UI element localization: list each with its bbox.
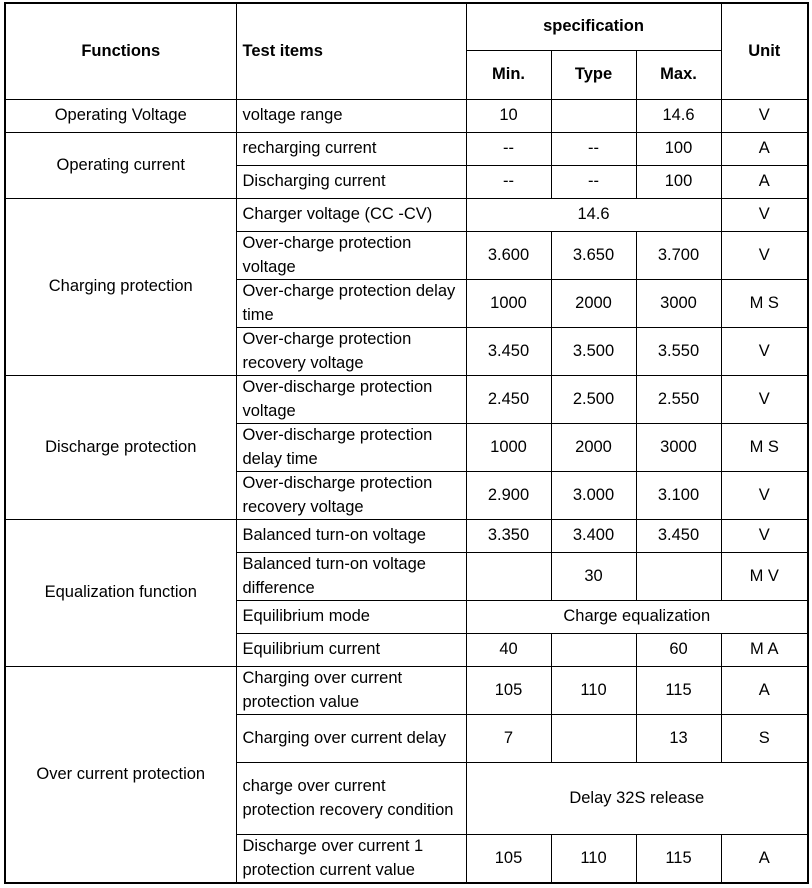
type-cell: 3.500: [551, 328, 636, 376]
merged-spec-cell: 14.6: [466, 199, 721, 232]
unit-cell: V: [721, 520, 808, 553]
test-item-cell: Over-discharge protection voltage: [236, 376, 466, 424]
test-item-cell: Equilibrium mode: [236, 601, 466, 634]
function-cell: Discharge protection: [5, 376, 236, 520]
type-cell: 3.400: [551, 520, 636, 553]
header-test-items: Test items: [236, 3, 466, 100]
function-cell: Operating Voltage: [5, 100, 236, 133]
table-row: [5, 133, 808, 166]
header-unit: Unit: [721, 3, 808, 100]
unit-cell: M S: [721, 280, 808, 328]
type-cell: 30: [551, 553, 636, 601]
test-item-cell: Equilibrium current: [236, 634, 466, 667]
max-cell: 14.6: [636, 100, 721, 133]
test-item-cell: Over-discharge protection recovery voltage: [236, 472, 466, 520]
unit-cell: V: [721, 100, 808, 133]
specification-table: [4, 2, 809, 884]
unit-cell: S: [721, 715, 808, 763]
test-item-cell: Over-charge protection voltage: [236, 232, 466, 280]
test-item-cell: Balanced turn-on voltage: [236, 520, 466, 553]
function-cell: Over current protection: [5, 667, 236, 884]
max-cell: 3.100: [636, 472, 721, 520]
merged-spec-cell: Charge equalization: [466, 601, 808, 634]
max-cell: [636, 553, 721, 601]
min-cell: 3.350: [466, 520, 551, 553]
function-cell: Equalization function: [5, 520, 236, 667]
max-cell: 60: [636, 634, 721, 667]
type-cell: 2000: [551, 424, 636, 472]
max-cell: 3.450: [636, 520, 721, 553]
max-cell: 115: [636, 835, 721, 884]
unit-cell: V: [721, 376, 808, 424]
table-row: [5, 376, 808, 424]
test-item-cell: voltage range: [236, 100, 466, 133]
type-cell: --: [551, 166, 636, 199]
function-cell: Charging protection: [5, 199, 236, 376]
table-row: [5, 520, 808, 553]
test-item-cell: Discharging current: [236, 166, 466, 199]
type-cell: 2000: [551, 280, 636, 328]
max-cell: 2.550: [636, 376, 721, 424]
type-cell: 110: [551, 667, 636, 715]
unit-cell: V: [721, 472, 808, 520]
max-cell: 3000: [636, 280, 721, 328]
header-max: Max.: [636, 51, 721, 100]
min-cell: 7: [466, 715, 551, 763]
unit-cell: A: [721, 667, 808, 715]
unit-cell: V: [721, 199, 808, 232]
max-cell: 100: [636, 133, 721, 166]
header-type: Type: [551, 51, 636, 100]
type-cell: 3.000: [551, 472, 636, 520]
min-cell: 3.600: [466, 232, 551, 280]
test-item-cell: Charging over current protection value: [236, 667, 466, 715]
min-cell: 2.900: [466, 472, 551, 520]
min-cell: [466, 553, 551, 601]
header-functions: Functions: [5, 3, 236, 100]
unit-cell: M V: [721, 553, 808, 601]
min-cell: 40: [466, 634, 551, 667]
test-item-cell: Over-charge protection delay time: [236, 280, 466, 328]
min-cell: 1000: [466, 424, 551, 472]
unit-cell: A: [721, 133, 808, 166]
test-item-cell: Balanced turn-on voltage difference: [236, 553, 466, 601]
min-cell: --: [466, 166, 551, 199]
max-cell: 3000: [636, 424, 721, 472]
min-cell: 105: [466, 835, 551, 884]
type-cell: [551, 634, 636, 667]
min-cell: 3.450: [466, 328, 551, 376]
test-item-cell: Discharge over current 1 protection current value: [236, 835, 466, 884]
unit-cell: A: [721, 835, 808, 884]
test-item-cell: Charger voltage (CC -CV): [236, 199, 466, 232]
type-cell: [551, 100, 636, 133]
type-cell: [551, 715, 636, 763]
header-min: Min.: [466, 51, 551, 100]
test-item-cell: Over-discharge protection delay time: [236, 424, 466, 472]
test-item-cell: Charging over current delay: [236, 715, 466, 763]
type-cell: 3.650: [551, 232, 636, 280]
header-specification: specification: [466, 3, 721, 51]
header-row-1: [5, 3, 808, 51]
unit-cell: V: [721, 232, 808, 280]
max-cell: 115: [636, 667, 721, 715]
min-cell: 2.450: [466, 376, 551, 424]
merged-spec-cell: Delay 32S release: [466, 763, 808, 835]
min-cell: 105: [466, 667, 551, 715]
max-cell: 3.700: [636, 232, 721, 280]
min-cell: 1000: [466, 280, 551, 328]
table-row: [5, 199, 808, 232]
test-item-cell: Over-charge protection recovery voltage: [236, 328, 466, 376]
test-item-cell: recharging current: [236, 133, 466, 166]
type-cell: --: [551, 133, 636, 166]
table-row: [5, 100, 808, 133]
max-cell: 100: [636, 166, 721, 199]
table-row: [5, 667, 808, 715]
function-cell: Operating current: [5, 133, 236, 199]
type-cell: 110: [551, 835, 636, 884]
unit-cell: A: [721, 166, 808, 199]
min-cell: --: [466, 133, 551, 166]
max-cell: 3.550: [636, 328, 721, 376]
unit-cell: M A: [721, 634, 808, 667]
unit-cell: V: [721, 328, 808, 376]
max-cell: 13: [636, 715, 721, 763]
test-item-cell: charge over current protection recovery condition: [236, 763, 466, 835]
min-cell: 10: [466, 100, 551, 133]
unit-cell: M S: [721, 424, 808, 472]
type-cell: 2.500: [551, 376, 636, 424]
